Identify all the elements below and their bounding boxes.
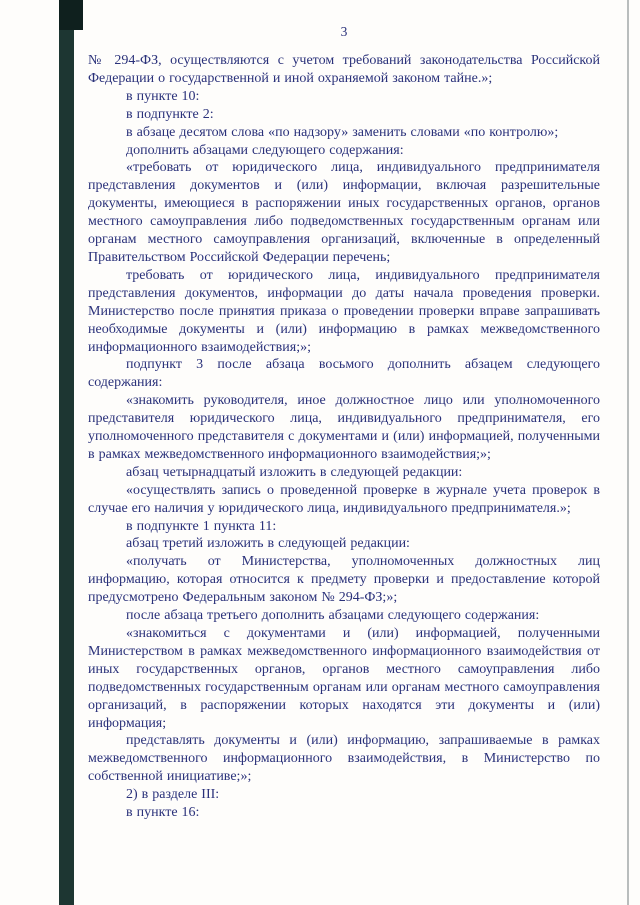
- paragraph: в пункте 10:: [126, 88, 200, 104]
- page-number: 3: [340, 24, 348, 39]
- paragraph: подпункт 3 после абзаца восьмого дополнить абзацем следующего содержания:: [88, 357, 600, 391]
- paragraph: в пункте 16:: [126, 805, 200, 821]
- paragraph: в подпункте 1 пункта 11:: [126, 518, 277, 534]
- paragraph: «получать от Министерства, уполномоченных должностных лиц информацию, которая относится к предмету проверки и предоставление которой предусмотрено Федеральным законом № 294-ФЗ;»;: [88, 554, 600, 606]
- scan-left-edge-stripe: [59, 0, 74, 905]
- scan-right-edge-line: [627, 0, 629, 905]
- paragraph: «требовать от юридического лица, индивидуального предпринимателя представления документов и (или) информации, включая разрешительные документы, имеющиеся в распоряжении иных государственных органов, органов местного самоуправления либо подведомственных государственным органам или органам местного самоуправления организаций, включенные в определенный Правительством Российской Федерации перечень;: [88, 160, 600, 265]
- paragraph: № 294-ФЗ, осуществляются с учетом требований законодательства Российской Федерации о государственной и иной охраняемой законом тайне.»;: [88, 53, 600, 86]
- paragraph: представлять документы и (или) информацию, запрашиваемые в рамках межведомственного информационного взаимодействия, в Министерство по собственной инициативе;»;: [88, 733, 600, 785]
- scan-corner-mark: [59, 0, 83, 30]
- paragraph: после абзаца третьего дополнить абзацами следующего содержания:: [126, 608, 540, 624]
- paragraph: «знакомиться с документами и (или) информацией, полученными Министерством в рамках межведомственного информационного взаимодействия от иных государственных органов, органов местного самоуправления либо подведомственных государственным органам или органам местного самоуправления организаций, в распоряжении которых находятся эти документы и (или) информация;: [88, 626, 600, 731]
- paragraph: дополнить абзацами следующего содержания:: [126, 142, 404, 158]
- paragraph: в подпункте 2:: [126, 106, 214, 122]
- paragraph: «знакомить руководителя, иное должностное лицо или уполномоченного представителя юридического лица, индивидуального предпринимателя, его уполномоченного представителя с документами и (или) информацией, полученными в рамках межведомственного информационного взаимодействия;»;: [88, 393, 600, 462]
- page-content: [88, 24, 600, 822]
- paragraph: 2) в разделе III:: [126, 787, 220, 803]
- paragraph: в абзаце десятом слова «по надзору» заменить словами «по контролю»;: [126, 124, 559, 140]
- document-text: [88, 52, 600, 822]
- paragraph: абзац третий изложить в следующей редакции:: [126, 536, 410, 552]
- paragraph: «осуществлять запись о проведенной проверке в журнале учета проверок в случае его наличия у юридического лица, индивидуального предпринимателя.»;: [88, 482, 600, 516]
- paragraph: требовать от юридического лица, индивидуального предпринимателя представления документов, информации до даты начала проведения проверки. Министерство после принятия приказа о проведении проверки вправе запрашивать необходимые документы и (или) информацию в рамках межведомственного информационного взаимодействия;»;: [88, 267, 600, 355]
- paragraph: абзац четырнадцатый изложить в следующей редакции:: [126, 464, 463, 480]
